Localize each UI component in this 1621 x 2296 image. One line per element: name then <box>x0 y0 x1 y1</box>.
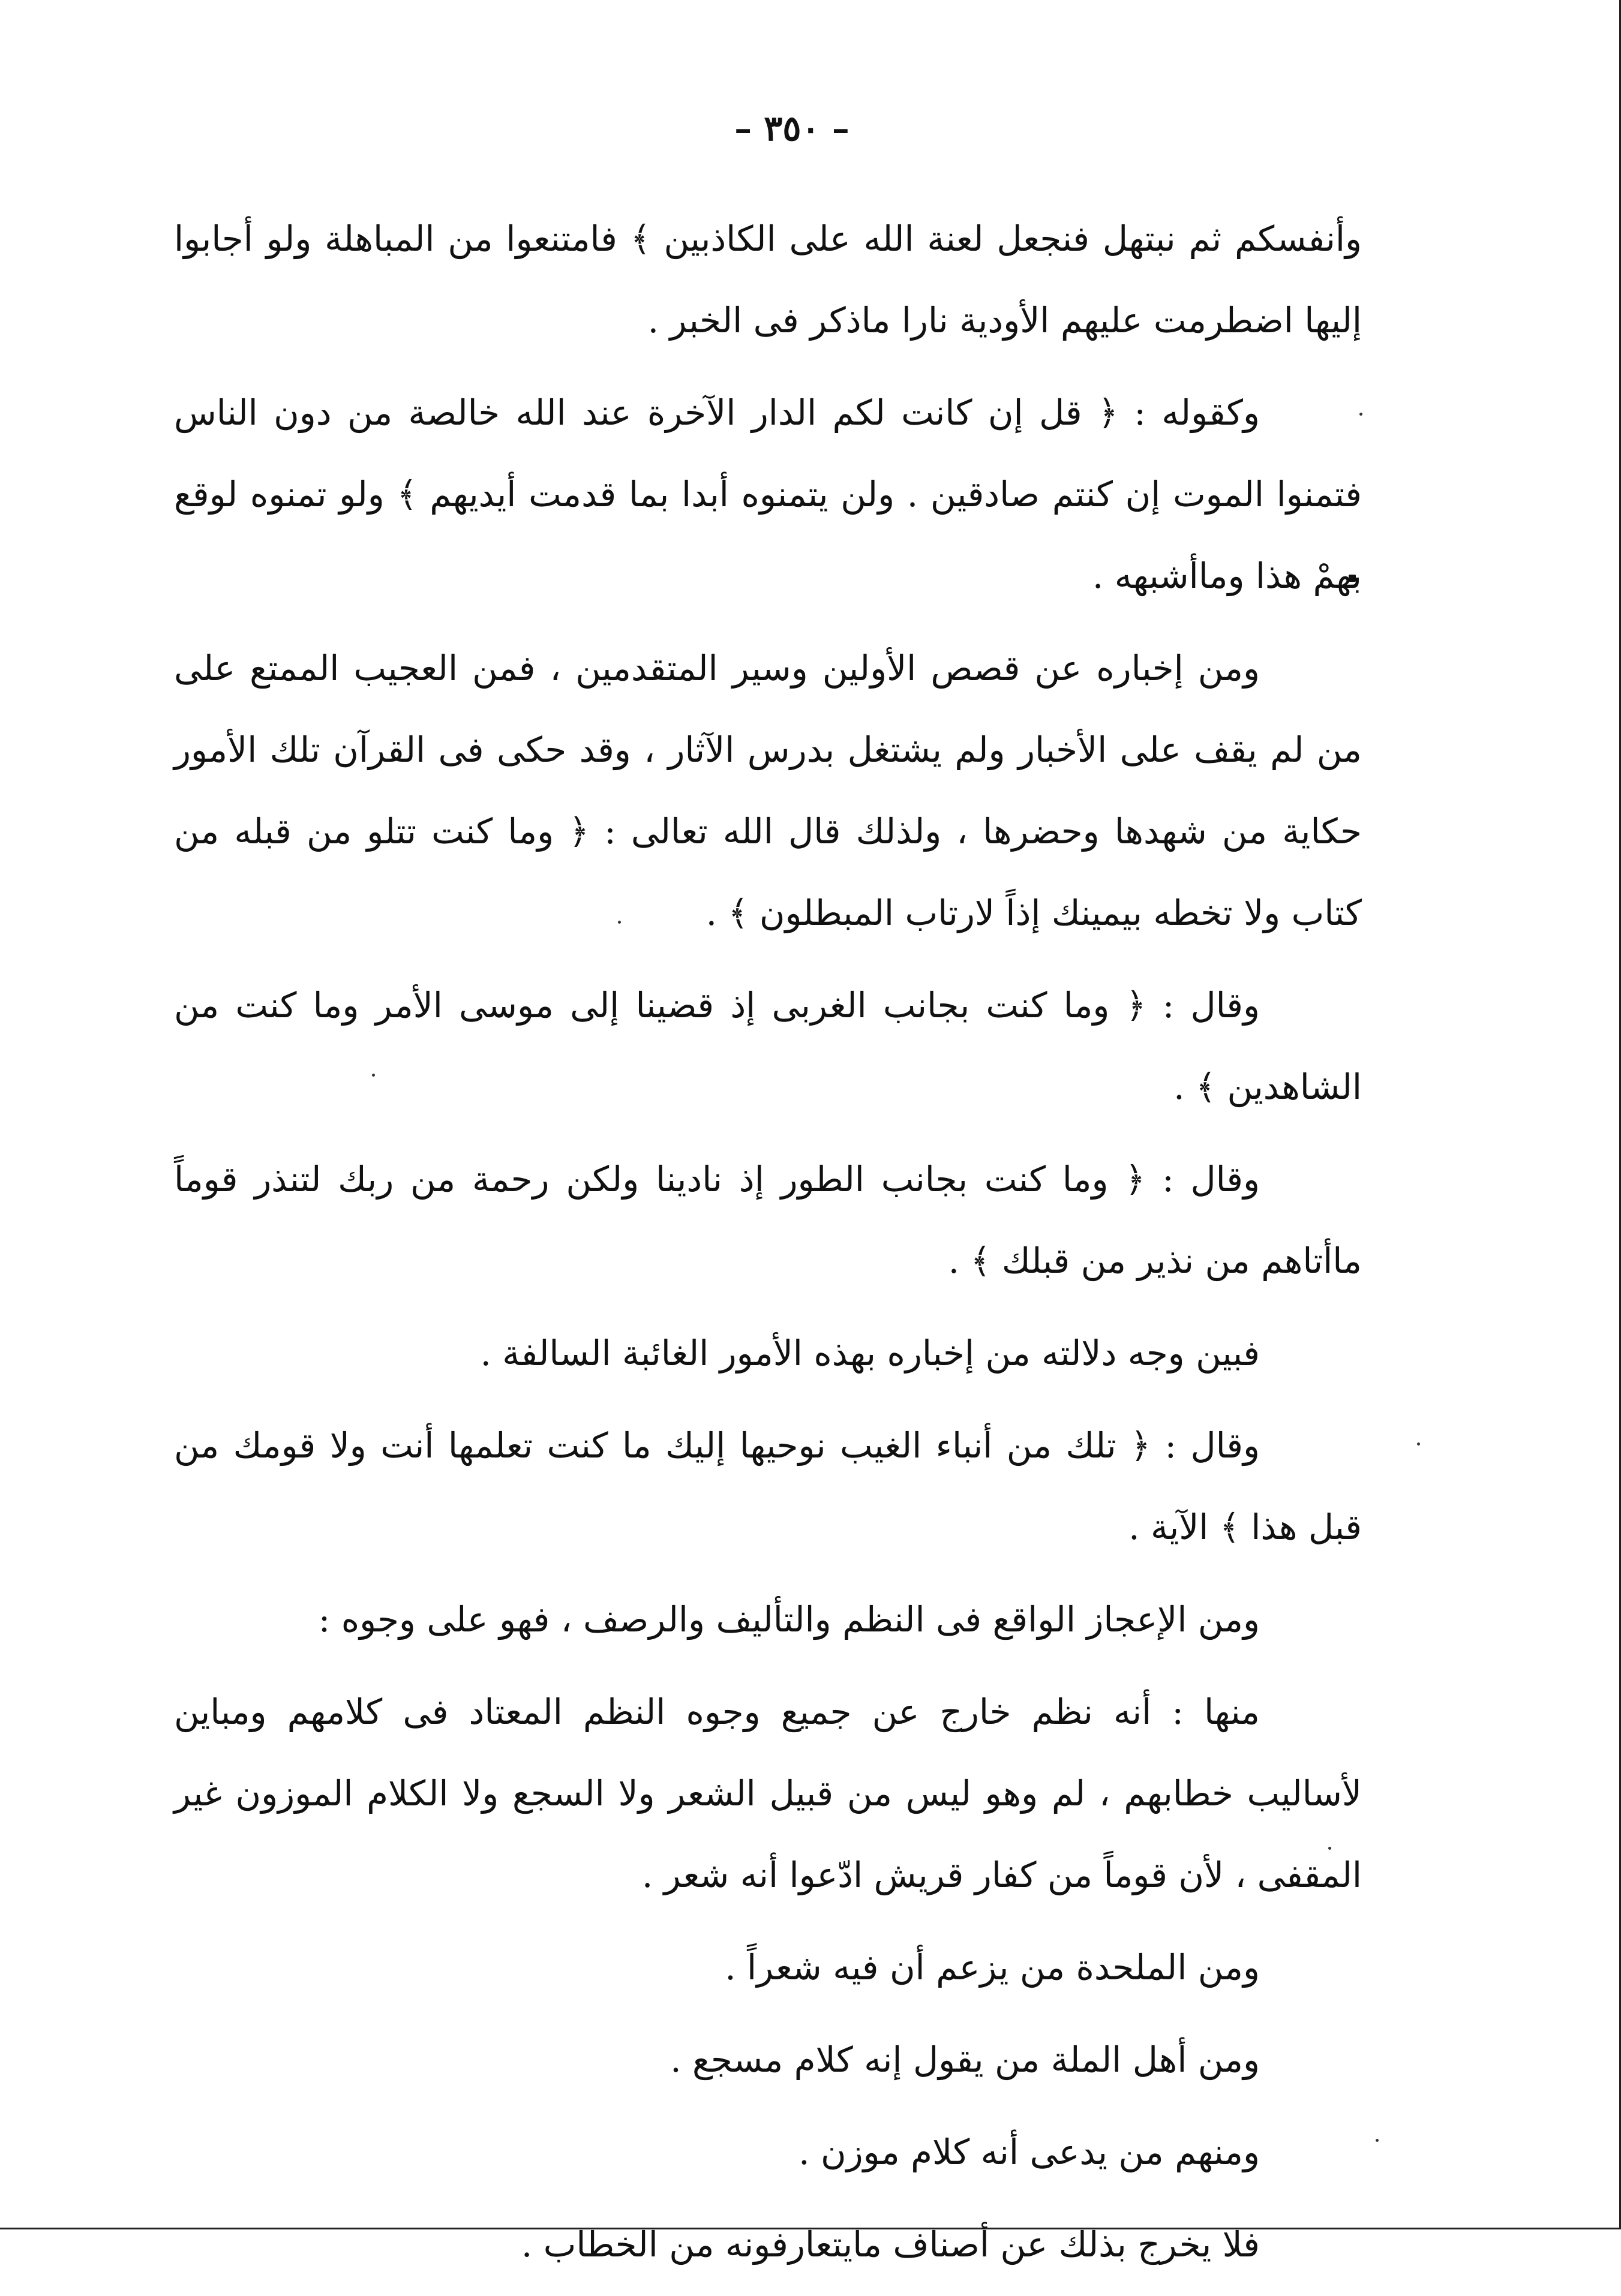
paragraph: ومن إخباره عن قصص الأولين وسير المتقدمين ، فمن العجيب الممتع على من لم يقف على الأخبار ولم يشتغل بدرس الآثار ، وقد حكى فى القرآن تلك الأمور حكاية من شهدها وحضرها ، ولذلك قال الله تعالى : ﴿ وما كنت تتلو من قبله من كتاب ولا تخطه بيمينك إذاً لارتاب المبطلون ﴾ . <box>174 648 1362 933</box>
paragraph: وكقوله : ﴿ قل إن كانت لكم الدار الآخرة عند الله خالصة من دون الناس فتمنوا الموت إن كنتم صادقين . ولن يتمنوه أبدا بما قدمت أيديهم ﴾ ولو تمنوه لوقع بهمْ هذا وماأشبهه . <box>174 392 1362 596</box>
paragraph: ومنهم من يدعى أنه كلام موزن . <box>799 2132 1260 2172</box>
paragraph: وأنفسكم ثم نبتهل فنجعل لعنة الله على الكاذبين ﴾ فامتنعوا من المباهلة ولو أجابوا إليها اضطرمت عليهم الأودية نارا ماذكر فى الخبر . <box>174 218 1362 341</box>
paragraph: وقال : ﴿ وما كنت بجانب الغربى إذ قضينا إلى موسى الأمر وما كنت من الشاهدين ﴾ . <box>174 985 1362 1107</box>
paragraph: وقال : ﴿ تلك من أنباء الغيب نوحيها إليك ما كنت تعلمها أنت ولا قومك من قبل هذا ﴾ الآية . <box>174 1425 1362 1547</box>
paragraph: ومن الملحدة من يزعم أن فيه شعراً . <box>725 1947 1260 1988</box>
paragraph: فبين وجه دلالته من إخباره بهذه الأمور الغائبة السالفة . <box>480 1333 1260 1374</box>
scan-speck <box>1376 2139 1379 2142</box>
page-number: – ٣٥٠ – <box>734 108 849 149</box>
scan-speck <box>1417 1442 1420 1445</box>
paragraph: ومن الإعجاز الواقع فى النظم والتأليف والرصف ، فهو على وجوه : <box>318 1599 1260 1640</box>
paragraph: وقال : ﴿ وما كنت بجانب الطور إذ نادينا ولكن رحمة من ربك لتنذر قوماً ماأتاهم من نذير من قبلك ﴾ . <box>174 1159 1362 1281</box>
body-text <box>174 198 1362 2296</box>
paragraph: ومن أهل الملة من يقول إنه كلام مسجع . <box>670 2039 1260 2080</box>
paragraph: منها : أنه نظم خارج عن جميع وجوه النظم المعتاد فى كلامهم ومباين لأساليب خطابهم ، لم وهو ليس من قبيل الشعر ولا السجع ولا الكلام الموزون غير المقفى ، لأن قوماً من كفار قريش ادّعوا أنه شعر . <box>174 1691 1362 1895</box>
paragraph: فلا يخرج بذلك عن أصناف مايتعارفونه من الخطاب . <box>521 2224 1260 2265</box>
